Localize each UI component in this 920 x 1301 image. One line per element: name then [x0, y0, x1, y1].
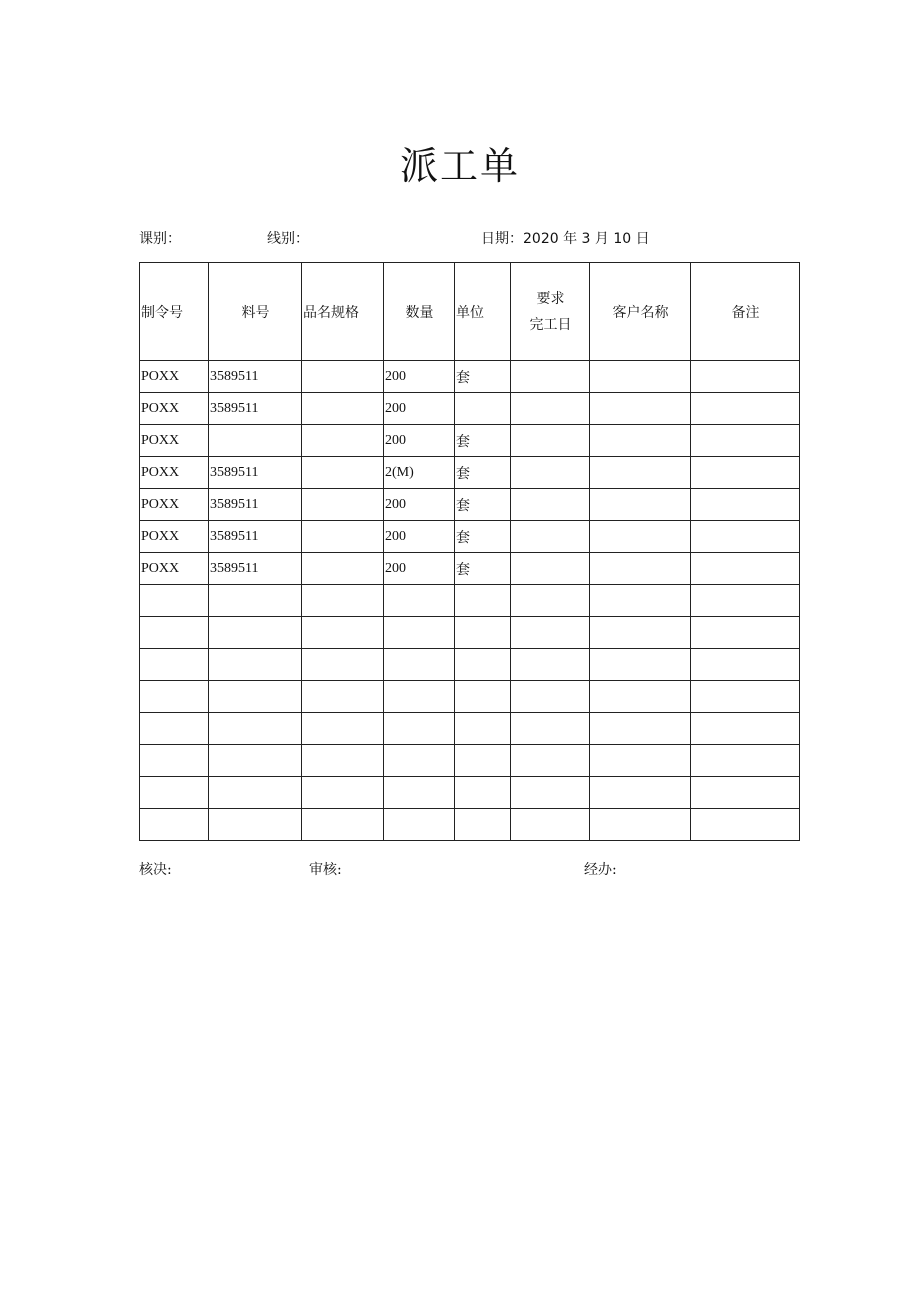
cell-order-no: POXX	[140, 521, 209, 553]
cell-remarks	[691, 681, 800, 713]
cell-customer-name	[590, 393, 691, 425]
document-title: 派工单	[399, 144, 520, 188]
cell-part-no: 3589511	[209, 393, 302, 425]
cell-required-date	[511, 649, 590, 681]
cell-remarks	[691, 553, 800, 585]
table-row	[140, 713, 800, 745]
cell-unit	[455, 681, 511, 713]
cell-unit	[455, 745, 511, 777]
cell-part-no: 3589511	[209, 489, 302, 521]
cell-quantity: 200	[384, 425, 455, 457]
cell-order-no: POXX	[140, 489, 209, 521]
cell-order-no	[140, 809, 209, 841]
cell-product-spec	[302, 457, 384, 489]
table-row	[140, 745, 800, 777]
cell-unit: 套	[455, 425, 511, 457]
cell-required-date	[511, 425, 590, 457]
cell-part-no	[209, 809, 302, 841]
handler-label: 经办:	[584, 862, 617, 878]
table-row	[140, 585, 800, 617]
cell-unit	[455, 713, 511, 745]
cell-customer-name	[590, 745, 691, 777]
cell-unit: 套	[455, 521, 511, 553]
cell-unit	[455, 777, 511, 809]
cell-order-no: POXX	[140, 361, 209, 393]
header-unit: 单位	[455, 263, 511, 361]
cell-part-no: 3589511	[209, 457, 302, 489]
cell-product-spec	[302, 393, 384, 425]
cell-unit: 套	[455, 489, 511, 521]
cell-part-no	[209, 681, 302, 713]
table-row	[140, 777, 800, 809]
header-product-spec: 品名规格	[302, 263, 384, 361]
cell-quantity	[384, 809, 455, 841]
cell-order-no	[140, 681, 209, 713]
cell-unit	[455, 393, 511, 425]
cell-required-date	[511, 681, 590, 713]
cell-order-no	[140, 777, 209, 809]
cell-customer-name	[590, 713, 691, 745]
cell-remarks	[691, 489, 800, 521]
cell-customer-name	[590, 585, 691, 617]
header-quantity: 数量	[384, 263, 455, 361]
cell-required-date	[511, 585, 590, 617]
cell-required-date	[511, 393, 590, 425]
table-row	[140, 361, 800, 393]
cell-part-no	[209, 617, 302, 649]
cell-customer-name	[590, 809, 691, 841]
table-row	[140, 489, 800, 521]
cell-product-spec	[302, 809, 384, 841]
cell-required-date	[511, 457, 590, 489]
meta-line	[139, 229, 799, 249]
table-row	[140, 521, 800, 553]
cell-product-spec	[302, 489, 384, 521]
cell-remarks	[691, 713, 800, 745]
cell-customer-name	[590, 521, 691, 553]
cell-customer-name	[590, 489, 691, 521]
table-row	[140, 425, 800, 457]
cell-customer-name	[590, 553, 691, 585]
cell-required-date	[511, 745, 590, 777]
cell-customer-name	[590, 649, 691, 681]
cell-part-no	[209, 745, 302, 777]
cell-part-no	[209, 425, 302, 457]
cell-part-no	[209, 713, 302, 745]
line-label: 线别：	[267, 231, 309, 247]
cell-required-date	[511, 489, 590, 521]
table-row	[140, 809, 800, 841]
cell-product-spec	[302, 425, 384, 457]
cell-customer-name	[590, 425, 691, 457]
cell-quantity: 200	[384, 553, 455, 585]
cell-order-no	[140, 585, 209, 617]
cell-order-no	[140, 745, 209, 777]
header-remarks: 备注	[691, 263, 800, 361]
cell-customer-name	[590, 777, 691, 809]
cell-quantity	[384, 745, 455, 777]
cell-unit: 套	[455, 553, 511, 585]
cell-quantity: 200	[384, 521, 455, 553]
cell-remarks	[691, 777, 800, 809]
cell-required-date	[511, 809, 590, 841]
table-row	[140, 553, 800, 585]
cell-product-spec	[302, 681, 384, 713]
cell-unit	[455, 617, 511, 649]
table-row	[140, 393, 800, 425]
date-label: 日期：2020 年 3 月 10 日	[481, 231, 650, 247]
cell-product-spec	[302, 521, 384, 553]
cell-quantity	[384, 681, 455, 713]
cell-order-no: POXX	[140, 457, 209, 489]
cell-part-no: 3589511	[209, 521, 302, 553]
cell-unit: 套	[455, 457, 511, 489]
cell-required-date	[511, 553, 590, 585]
cell-product-spec	[302, 777, 384, 809]
table-row	[140, 617, 800, 649]
cell-order-no	[140, 713, 209, 745]
cell-part-no: 3589511	[209, 361, 302, 393]
cell-remarks	[691, 457, 800, 489]
table-row	[140, 681, 800, 713]
cell-remarks	[691, 521, 800, 553]
header-part-no: 料号	[209, 263, 302, 361]
cell-required-date	[511, 713, 590, 745]
cell-customer-name	[590, 681, 691, 713]
cell-quantity: 200	[384, 393, 455, 425]
cell-customer-name	[590, 361, 691, 393]
cell-quantity: 2(M)	[384, 457, 455, 489]
table-row	[140, 457, 800, 489]
header-customer-name: 客户名称	[590, 263, 691, 361]
cell-order-no	[140, 649, 209, 681]
cell-product-spec	[302, 745, 384, 777]
cell-part-no	[209, 585, 302, 617]
cell-product-spec	[302, 585, 384, 617]
dispatch-table	[139, 262, 800, 841]
signature-line	[139, 860, 799, 880]
header-completion-date-label: 完工日	[529, 316, 572, 333]
cell-remarks	[691, 393, 800, 425]
cell-quantity	[384, 713, 455, 745]
table-row	[140, 649, 800, 681]
header-required-label: 要求	[536, 290, 565, 307]
cell-required-date	[511, 777, 590, 809]
cell-order-no: POXX	[140, 553, 209, 585]
cell-product-spec	[302, 649, 384, 681]
cell-quantity	[384, 777, 455, 809]
cell-remarks	[691, 425, 800, 457]
cell-unit	[455, 649, 511, 681]
review-label: 审核:	[309, 862, 342, 878]
cell-remarks	[691, 649, 800, 681]
cell-product-spec	[302, 553, 384, 585]
cell-customer-name	[590, 457, 691, 489]
cell-required-date	[511, 617, 590, 649]
table-header-row	[140, 263, 800, 361]
cell-product-spec	[302, 713, 384, 745]
header-required-completion-date	[511, 263, 590, 361]
cell-quantity	[384, 617, 455, 649]
cell-quantity: 200	[384, 489, 455, 521]
cell-part-no	[209, 777, 302, 809]
approve-label: 核决:	[139, 862, 172, 878]
cell-product-spec	[302, 361, 384, 393]
cell-order-no	[140, 617, 209, 649]
cell-remarks	[691, 809, 800, 841]
cell-quantity: 200	[384, 361, 455, 393]
cell-required-date	[511, 521, 590, 553]
cell-unit	[455, 585, 511, 617]
cell-remarks	[691, 585, 800, 617]
cell-required-date	[511, 361, 590, 393]
course-label: 课别：	[139, 231, 181, 247]
cell-order-no: POXX	[140, 393, 209, 425]
cell-customer-name	[590, 617, 691, 649]
cell-product-spec	[302, 617, 384, 649]
cell-quantity	[384, 585, 455, 617]
cell-unit	[455, 809, 511, 841]
cell-unit: 套	[455, 361, 511, 393]
cell-remarks	[691, 617, 800, 649]
cell-quantity	[384, 649, 455, 681]
cell-part-no	[209, 649, 302, 681]
cell-remarks	[691, 361, 800, 393]
cell-part-no: 3589511	[209, 553, 302, 585]
cell-order-no: POXX	[140, 425, 209, 457]
cell-remarks	[691, 745, 800, 777]
header-order-no: 制令号	[140, 263, 209, 361]
